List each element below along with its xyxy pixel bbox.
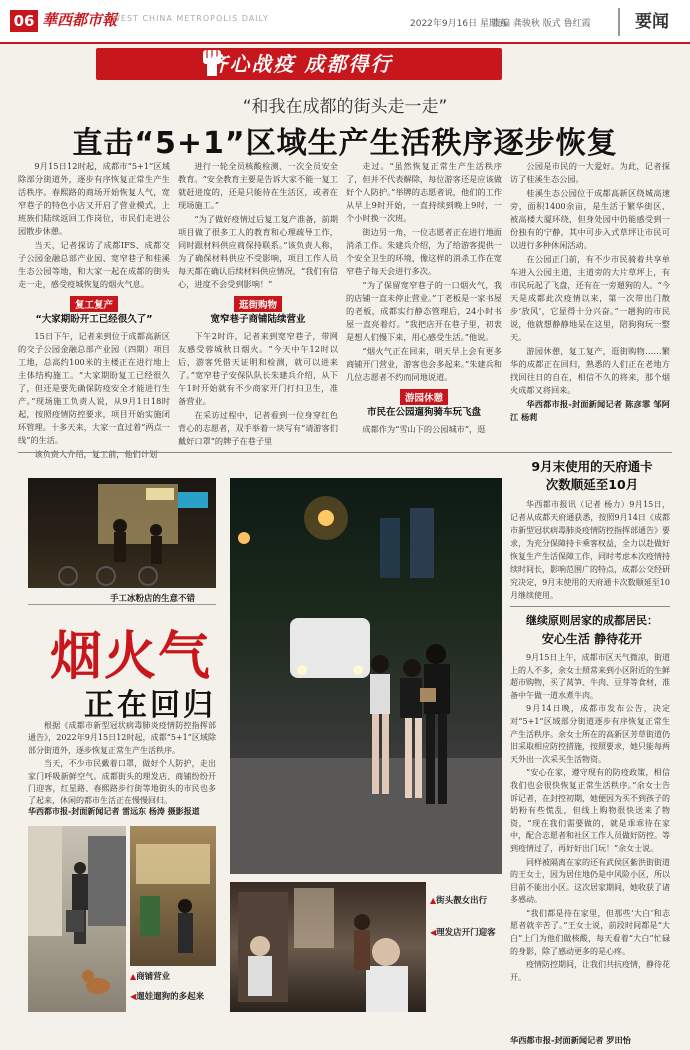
paragraph: 在公园正门前，有不少市民骑着共享单车进入公园主道，主道旁的大片草坪上，有市民玩起了飞盘，还有在一旁遛狗的人。“今天是成都此次疫情以来，第一次带出门散步‘放风’，它显得十分兴奋。”一趟狗的市民说，他就想静静地呆在这里，陪狗狗玩一整天。 xyxy=(510,254,670,342)
page-number: 06 xyxy=(10,10,38,32)
paragraph: 成都作为“雪山下的公园城市”，逛 xyxy=(362,424,486,434)
photo-shop-open xyxy=(130,826,216,966)
paragraph: 该负责人介绍，复工前，他们计划 xyxy=(34,449,158,459)
paragraph: 街边另一角，一位志愿者正在进行地面消杀工作。朱建兵介绍，为了给游客提供一个安全卫生的环境，像这样的消杀工作在宽窄巷子每天会进行多次。 xyxy=(346,227,502,276)
triangle-up-icon: ▲ xyxy=(430,896,437,905)
photo-caption xyxy=(430,926,496,938)
section-divider xyxy=(18,452,672,453)
feature-title: 烟火气 xyxy=(50,626,213,687)
photo-dog-walkers xyxy=(28,826,126,1012)
feature-byline: 华西都市报-封面新闻记者 雷远东 杨涛 摄影报道 xyxy=(28,807,200,816)
photo-caption xyxy=(130,970,170,982)
main-headline: 直击“5+1”区域生产生活秩序逐步恢复 xyxy=(72,126,618,161)
subsection-heading: 宽窄巷子商铺陆续营业 xyxy=(210,314,306,325)
paragraph: 当天，记者探访了成都IFS、成都交子公园金融总部产业园、宽窄巷子和桂溪生态公园等地，和大家一起在成都的街头走一走，感受疫城恢复的烟火气息。 xyxy=(18,240,170,289)
paragraph: 桂溪生态公园位于成都高新区绕城高速旁，面积1400余亩，是生活于繁华街区、被高楼大厦环绕，但身处园中仍能感受到一份独有的宁静，其中可步入式草坪让市民可以进行多种休闲活动。 xyxy=(510,188,670,250)
side-story-residents xyxy=(510,612,674,1045)
article-column-3 xyxy=(346,160,502,446)
banner-text: 齐心战疫 成都得行 xyxy=(207,52,393,76)
caption-text: 手工冰粉店的生意不错 xyxy=(110,594,196,604)
paragraph: 疫情防控期间，让我们共抗疫情，静待花开。 xyxy=(510,960,670,982)
paragraph: 9月15日12时起，成都市“5+1”区域除部分街道外，逐步有序恢复正常生产生活秩序。春熙路的商场开始恢复人气，宽窄巷子的特色小店又开启了营业模式，上班族们陆续返回工作岗位，市民们走进公园散步休憩。 xyxy=(18,161,170,236)
paragraph: 走过。“虽然恢复正常生产生活秩序了，但并不代表解除，每位游客还是应该做好个人防护。”举牌的志愿者说，他们的工作从早上9时开始，一直持续到晚上9时，一个小时换一次班。 xyxy=(346,161,502,223)
paragraph: 根据《成都市新型冠状病毒肺炎疫情防控指挥部通告》，2022年9月15日12时起，成都“5+1”区域除部分街道外，逐步恢复正常生产生活秩序。 xyxy=(28,721,216,755)
editor-credits: 责编 龚骏秋 版式 鲁红霞 xyxy=(492,19,591,29)
caption-text: 理发店开门迎客 xyxy=(436,928,496,938)
paragraph: 华西都市报讯（记者 杨力）9月15日，记者从成都天府通获悉，按照9月14日《成都市新型冠状病毒肺炎疫情防控指挥部通告》要求，为充分保障持卡乘客权益，全力以赴做好恢复生产生活保障工作，同时考虑本次疫情持续时间长，影响范围广的特点，成都公交经研究决定，9月末使用的天府通卡次数顺延至10月继续使用。 xyxy=(510,500,670,600)
photo-icecream-shop xyxy=(28,478,216,588)
side-story-transit-card xyxy=(510,458,674,602)
feature-body xyxy=(28,720,216,806)
side-story-byline: 华西都市报-封面新闻记者 罗田怡 xyxy=(510,1035,631,1045)
caption-text: 商铺营业 xyxy=(136,972,171,982)
side-story-body xyxy=(510,498,670,602)
newspaper-english-name: WEST CHINA METROPOLIS DAILY xyxy=(112,14,269,23)
article-column-4 xyxy=(510,160,670,450)
paragraph: 9月15日上午，成都市区天气微凉，街道上的人不多，余女士照常来到小区附近的生鲜超市购物，买了莴笋、牛肉、豆芽等食材，准备中午做一道水煮牛肉。 xyxy=(510,653,670,700)
article-byline: 华西都市报-封面新闻记者 陈彦霏 邹阿江 杨莉 xyxy=(510,399,670,422)
caption-text: 街头靓女出行 xyxy=(436,896,488,906)
issue-date: 2022年9月16日 星期五 xyxy=(410,19,507,29)
paragraph: “为了做好疫情过后复工复产准备，前期项目做了很多工人的教育和心理疏导工作，同时跟材料供应商保持联系。”该负责人称，为了确保材料供应不受影响，项目工作人员每天都在确认后续材料供应情况，“我们有信心，进度不会受到影响！” xyxy=(178,214,338,289)
photo-caption xyxy=(110,592,195,604)
subsection-tag: 游园休憩 xyxy=(400,389,448,405)
feature-subtitle: 正在回归 xyxy=(84,688,216,723)
paragraph: 游园休憩，复工复产，逛街购物……繁华的成都正在回归，熟悉的人们正在老地方找回往日的自在，相信不久的将来，那个烟火成都又将回来。 xyxy=(510,346,670,395)
side-divider xyxy=(510,606,670,607)
paragraph: 进行一轮全员核酸检测、一次全员安全教育。“安全教育主要是告诉大家不能一复工就赶进度的，还是只能待在生活区，或者在现场施工。” xyxy=(178,161,338,210)
side-story-title: 9月末使用的天府通卡 次数顺延至10月 xyxy=(531,459,653,492)
subsection-tag: 复工复产 xyxy=(70,296,118,312)
side-story-subtitle: 安心生活 静待花开 xyxy=(541,632,643,646)
photo-street-night xyxy=(230,478,502,874)
photo-barber-shop xyxy=(230,882,426,1012)
headline-kicker: “和我在成都的街头走一走” xyxy=(242,97,448,117)
caption-text: 遛娃遛狗的多起来 xyxy=(136,992,205,1002)
paragraph: 在采访过程中，记者看到一位身穿红色背心的志愿者，双手举着一块写有“请游客们戴好口罩”的牌子在巷子里 xyxy=(178,410,338,446)
triangle-left-icon: ◀ xyxy=(130,992,137,1001)
paragraph: “烟火气正在回来，明天早上会有更多商铺开门营业，游客也会多起来。”朱建兵和几位志愿者不约而同地说道。 xyxy=(346,346,502,382)
paragraph: 当天，不少市民戴着口罩，做好个人防护，走出家门呼吸新鲜空气。成都街头的理发店、商铺纷纷开门迎客，红星路、春熙路步行街等地街头的市民也多了起来，休闲的都市生活正在慢慢回归。 xyxy=(28,759,216,806)
paragraph: 同样被隔离在家的还有武侯区紫洪街街道的王女士，因为居住地仍是中风险小区，所以目前不能出小区。这次居家期间，她收获了诸多感动。 xyxy=(510,857,670,905)
subsection-heading: “大家期盼开工已经很久了” xyxy=(35,314,153,325)
newspaper-logo: 華西都市報 xyxy=(42,11,118,29)
paragraph: 公园是市民的一大爱好。为此，记者探访了桂溪生态公园。 xyxy=(510,161,670,184)
subsection-heading: 市民在公园遛狗骑车玩飞盘 xyxy=(366,407,481,418)
paragraph: “安心在家，遵守现有的防疫政策，相信我们也会很快恢复正常生活秩序。”余女士告诉记者，在封控初期，她便因为买不到孩子的奶粉有些慌乱，但线上购物很快送来了物资，“现在我们需要做的，就是乖乖待在家中，配合志愿者和社区工作人员做好防控。等到疫情过了，再好好出门玩！”余女士说。 xyxy=(510,768,670,853)
paragraph: “为了保留宽窄巷子的一口烟火气，我的店铺一直未停止营业。”丁老板是一家书屋的老板，成都实行静态管理后，24小时书屋一直亮着灯。“我把店开在巷子里，初衷是想人们慢下来，用心感受生活。”他说。 xyxy=(346,280,502,342)
photo-caption xyxy=(130,990,204,1002)
triangle-left-icon: ◀ xyxy=(430,928,437,937)
side-story-title: 继续原则居家的成都居民： xyxy=(526,614,658,627)
paragraph: 9月14日晚，成都市发布公告，决定对“5+1”区域部分街道逐步有序恢复正常生产生活秩序。余女士所在的高新区芳草街道仍旧采取相应防控措施，按照要求，她只能每两天外出一次采买生活物资。 xyxy=(510,704,670,764)
title-rule xyxy=(28,604,216,605)
side-story-body xyxy=(510,652,670,1032)
paragraph: 15日下午，记者来到位于成都高新区的交子公园金融总部产业园（四期）项目工地，总高约100米的主楼正在进行地上主体结构施工。“大家期盼复工已经很久了，但还是要先确保防疫安全才能进行生产。”现场施工负责人说，从9月1日18时起，按照疫情防控要求，项目开始实施闭环管理。十多天来，大家一直过着“两点一线”的生活。 xyxy=(18,331,170,445)
paragraph: “我们都是待在家里，但那些‘大白’和志愿者就辛苦了。”王女士说，前段时间都是“大白”上门为他们做核酸，每天看着“大白”忙碌的身影，除了感动更多的是心疼。 xyxy=(510,908,670,956)
article-column-1 xyxy=(18,160,170,459)
article-column-2 xyxy=(178,160,338,446)
section-label: 要闻 xyxy=(618,8,684,36)
triangle-up-icon: ▲ xyxy=(130,972,137,981)
subsection-tag: 逛街购物 xyxy=(234,296,282,312)
paragraph: 下午2时许，记者来到宽窄巷子，带网友感受蓉城秋日烟火。“今天中午12时以后，游客凭借天证明和检测，就可以进来了。”宽窄巷子安保队队长朱建兵介绍，从下午1时开始就有不少商家开门打扫卫生，准备营业。 xyxy=(178,331,338,406)
photo-caption xyxy=(430,894,487,906)
